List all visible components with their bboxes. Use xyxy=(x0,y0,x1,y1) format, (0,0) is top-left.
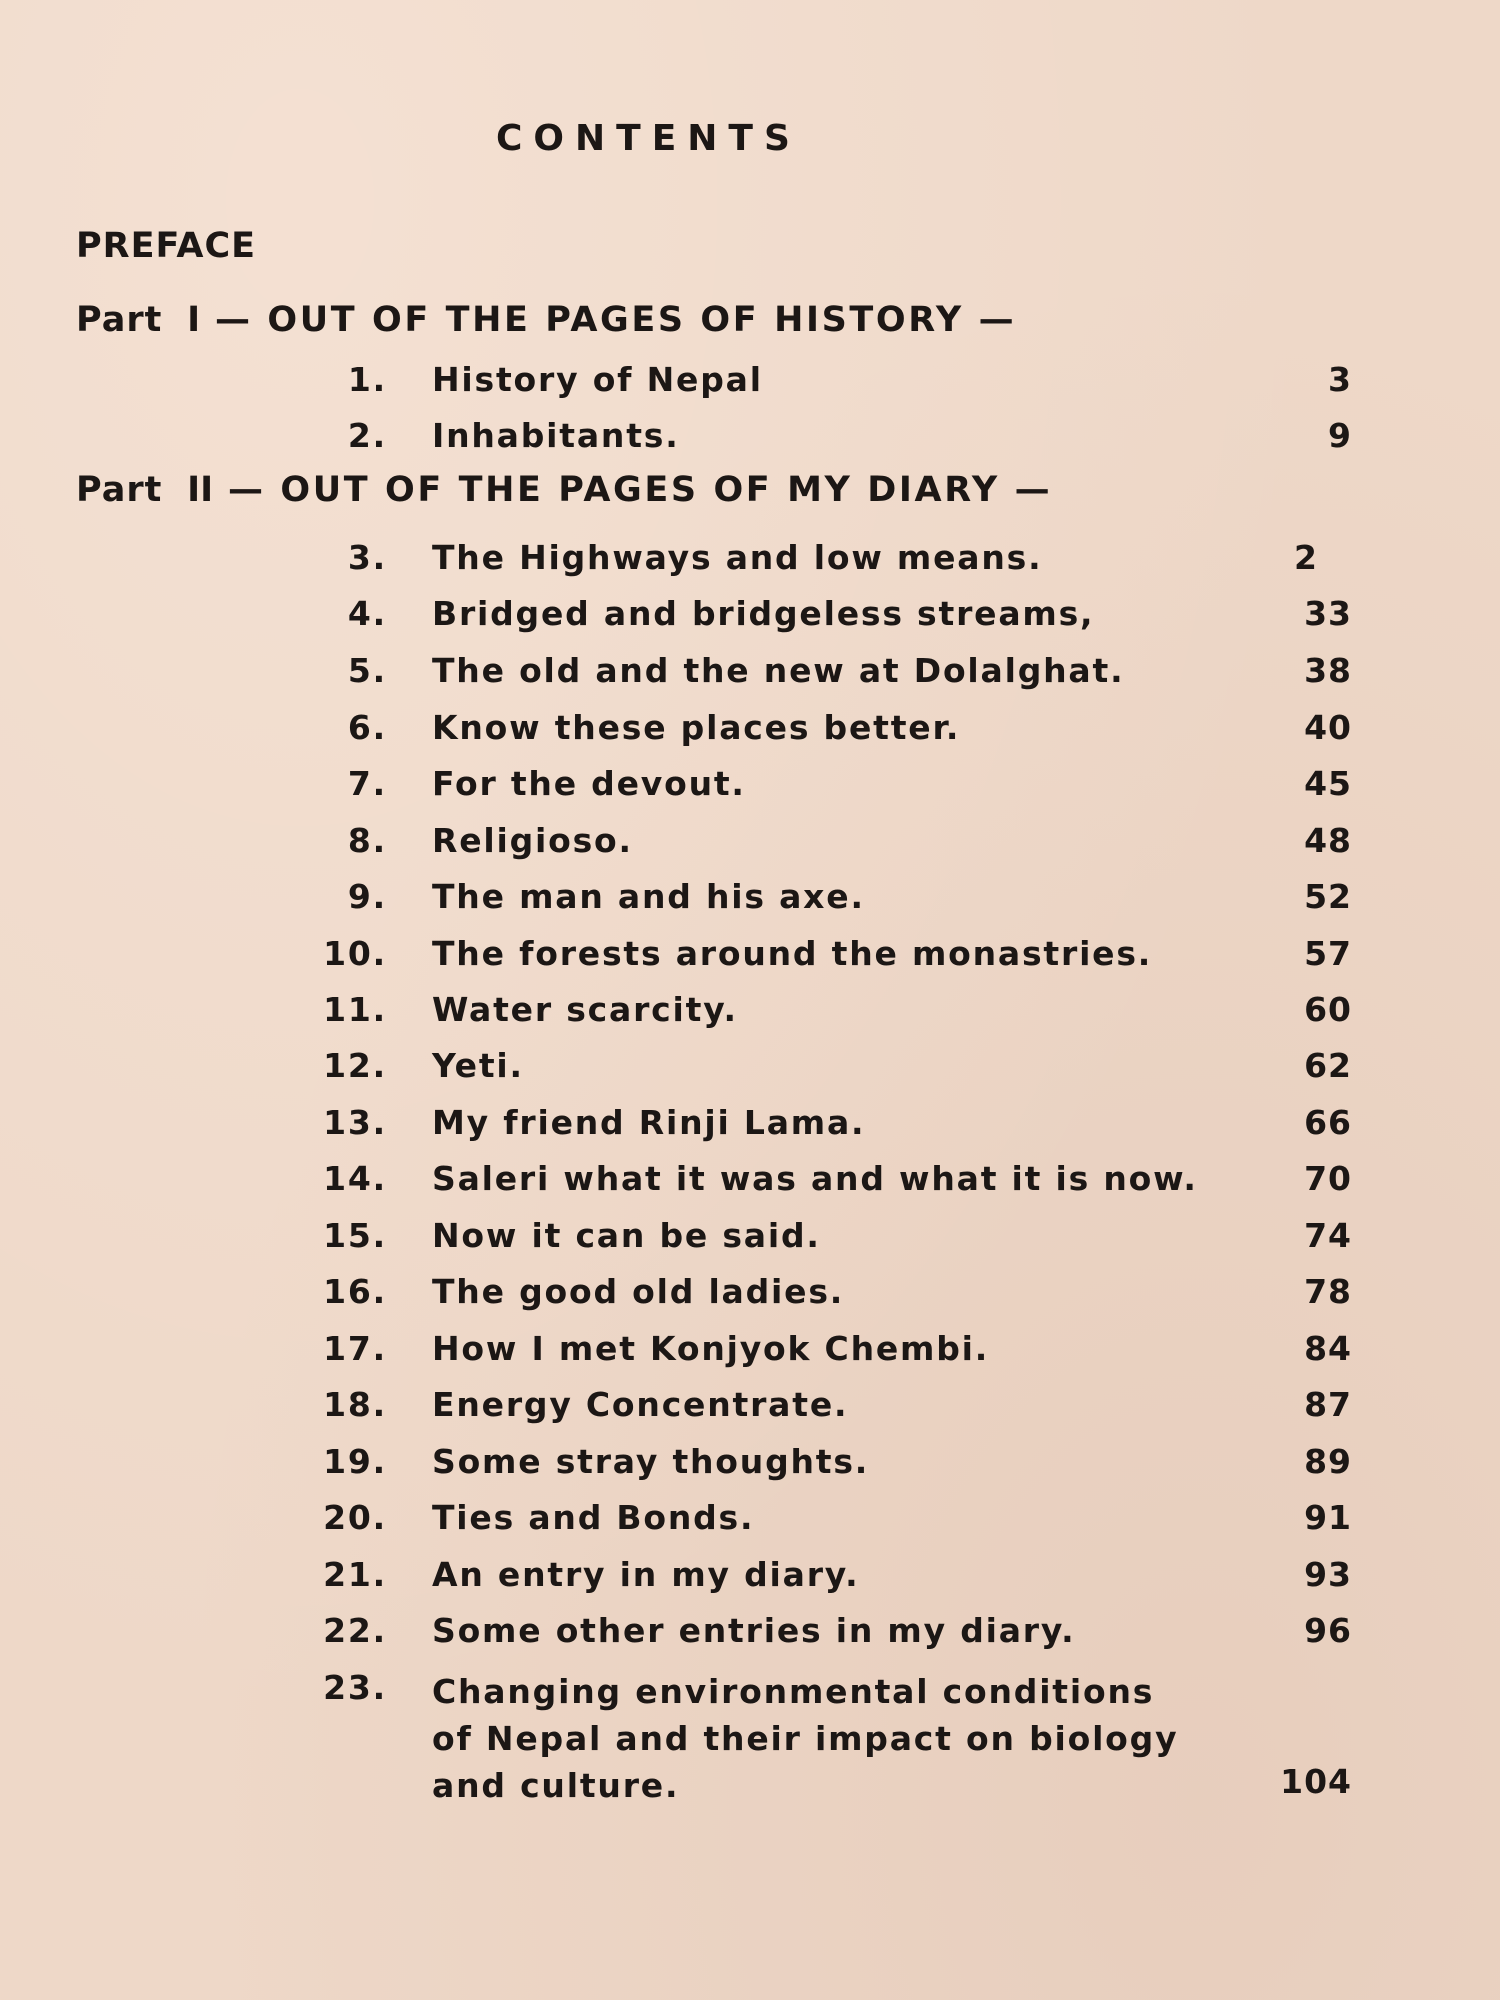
chapter-number: 21. xyxy=(323,1555,387,1594)
chapter-title: Some stray thoughts. xyxy=(432,1442,870,1481)
chapter-title: History of Nepal xyxy=(432,360,763,399)
chapter-number: 11. xyxy=(323,990,387,1029)
chapter-title: Bridged and bridgeless streams, xyxy=(432,594,1095,633)
chapter-page: 57 xyxy=(1304,934,1352,973)
chapter-title: Ties and Bonds. xyxy=(432,1498,755,1537)
chapter-number: 12. xyxy=(323,1046,387,1085)
part-number: II xyxy=(187,470,214,510)
chapter-number: 13. xyxy=(323,1103,387,1142)
chapter-title: Yeti. xyxy=(432,1046,524,1085)
chapter-page: 89 xyxy=(1304,1442,1352,1481)
chapter-page: 3 xyxy=(1328,360,1352,399)
chapter-title: The good old ladies. xyxy=(432,1272,845,1311)
chapter-title: For the devout. xyxy=(432,764,746,803)
chapter-title: An entry in my diary. xyxy=(432,1555,860,1594)
chapter-number: 20. xyxy=(323,1498,387,1537)
chapter-number: 6. xyxy=(347,708,387,747)
chapter-title: Know these places better. xyxy=(432,708,961,747)
chapter-number: 9. xyxy=(347,877,387,916)
chapter-page: 74 xyxy=(1304,1216,1352,1255)
chapter-title: Inhabitants. xyxy=(432,416,680,455)
chapter-number: 23. xyxy=(323,1668,387,1707)
chapter-title: Water scarcity. xyxy=(432,990,738,1029)
chapter-number: 8. xyxy=(347,821,387,860)
part-title: — OUT OF THE PAGES OF MY DIARY — xyxy=(227,470,1053,510)
chapter-page: 2 xyxy=(1294,538,1318,577)
chapter-title: Religioso. xyxy=(432,821,633,860)
chapter-title: The Highways and low means. xyxy=(432,538,1043,577)
chapter-title-line: and culture. xyxy=(432,1766,680,1805)
chapter-title: How I met Konjyok Chembi. xyxy=(432,1329,990,1368)
chapter-page: 38 xyxy=(1304,651,1352,690)
chapter-page: 84 xyxy=(1304,1329,1352,1368)
chapter-title: Some other entries in my diary. xyxy=(432,1611,1076,1650)
chapter-number: 3. xyxy=(347,538,387,577)
chapter-title: The old and the new at Dolalghat. xyxy=(432,651,1125,690)
chapter-page: 62 xyxy=(1304,1046,1352,1085)
chapter-title: My friend Rinji Lama. xyxy=(432,1103,866,1142)
part-label: Part xyxy=(76,300,163,340)
chapter-title: The man and his axe. xyxy=(432,877,865,916)
chapter-page: 45 xyxy=(1304,764,1352,803)
chapter-number: 2. xyxy=(347,416,387,455)
chapter-number: 17. xyxy=(323,1329,387,1368)
chapter-page: 91 xyxy=(1304,1498,1352,1537)
chapter-title-line: Changing environmental conditions xyxy=(432,1672,1155,1711)
part-label: Part xyxy=(76,470,163,510)
chapter-page: 93 xyxy=(1304,1555,1352,1594)
part-number: I xyxy=(187,300,201,340)
chapter-number: 16. xyxy=(323,1272,387,1311)
chapter-page: 78 xyxy=(1304,1272,1352,1311)
chapter-number: 14. xyxy=(323,1159,387,1198)
chapter-page: 52 xyxy=(1304,877,1352,916)
chapter-title-line: of Nepal and their impact on biology xyxy=(432,1719,1179,1758)
chapter-title: The forests around the monastries. xyxy=(432,934,1153,973)
chapter-number: 10. xyxy=(323,934,387,973)
chapter-page: 40 xyxy=(1304,708,1352,747)
chapter-page: 60 xyxy=(1304,990,1352,1029)
part-heading-2 xyxy=(76,470,1052,510)
chapter-number: 15. xyxy=(323,1216,387,1255)
chapter-title: Now it can be said. xyxy=(432,1216,821,1255)
chapter-title xyxy=(432,1668,1178,1809)
chapter-page: 9 xyxy=(1328,416,1352,455)
chapter-number: 7. xyxy=(347,764,387,803)
chapter-page: 66 xyxy=(1304,1103,1352,1142)
part-heading-1 xyxy=(76,300,1016,340)
chapter-number: 5. xyxy=(347,651,387,690)
page-title: CONTENTS xyxy=(496,118,801,159)
chapter-title: Energy Concentrate. xyxy=(432,1385,849,1424)
chapter-number: 4. xyxy=(347,594,387,633)
chapter-number: 1. xyxy=(347,360,387,399)
chapter-page: 33 xyxy=(1304,594,1352,633)
chapter-number: 19. xyxy=(323,1442,387,1481)
chapter-page: 87 xyxy=(1304,1385,1352,1424)
chapter-page: 48 xyxy=(1304,821,1352,860)
part-title: — OUT OF THE PAGES OF HISTORY — xyxy=(214,300,1017,340)
chapter-title: Saleri what it was and what it is now. xyxy=(432,1159,1198,1198)
chapter-number: 22. xyxy=(323,1611,387,1650)
chapter-page: 96 xyxy=(1304,1611,1352,1650)
preface-heading: PREFACE xyxy=(76,226,257,266)
chapter-number: 18. xyxy=(323,1385,387,1424)
chapter-page: 70 xyxy=(1304,1159,1352,1198)
chapter-page: 104 xyxy=(1280,1762,1352,1801)
